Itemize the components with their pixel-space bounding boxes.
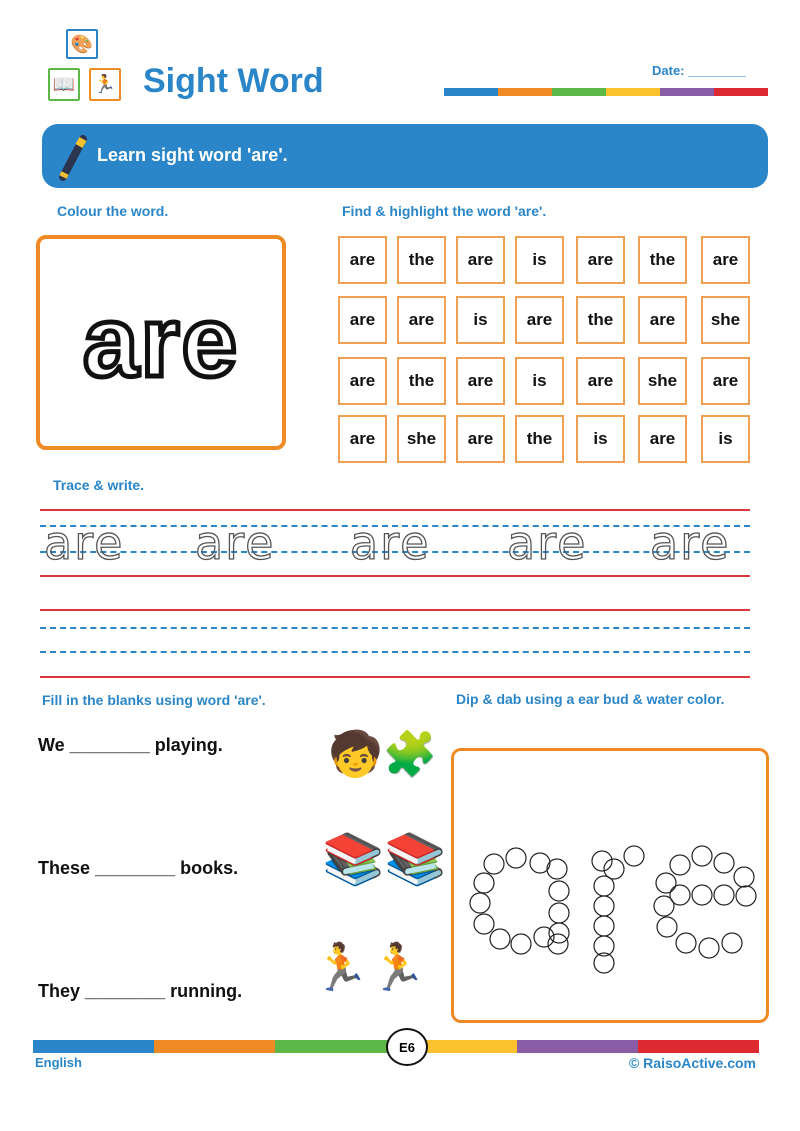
word-cell[interactable]: the (515, 415, 564, 463)
dab-box[interactable] (451, 748, 769, 1023)
word-cell[interactable]: are (338, 357, 387, 405)
sentence-1[interactable]: We ________ playing. (38, 735, 223, 755)
word-cell[interactable]: are (638, 415, 687, 463)
word-cell[interactable]: are (338, 236, 387, 284)
word-cell[interactable]: are (456, 357, 505, 405)
palette-icon: 🎨 (66, 29, 98, 59)
word-cell[interactable]: is (701, 415, 750, 463)
word-cell[interactable]: are (338, 415, 387, 463)
colour-label: Colour the word. (57, 203, 169, 219)
word-cell[interactable]: she (701, 296, 750, 344)
marker-icon (55, 135, 91, 181)
word-cell[interactable]: are (397, 296, 446, 344)
dab-label: Dip & dab using a ear bud & water color. (456, 691, 725, 707)
books-image: 📚📚 (322, 831, 447, 887)
date-field[interactable]: Date: ________ (652, 63, 746, 78)
subject-label: English (35, 1055, 82, 1070)
find-label: Find & highlight the word 'are'. (342, 203, 547, 219)
word-cell[interactable]: she (397, 415, 446, 463)
word-cell[interactable]: the (397, 236, 446, 284)
word-cell[interactable]: she (638, 357, 687, 405)
dot-r (592, 846, 644, 973)
writing-line (40, 575, 750, 577)
outline-word: are (82, 286, 240, 398)
word-cell[interactable]: the (397, 357, 446, 405)
word-cell[interactable]: are (338, 296, 387, 344)
writing-line[interactable] (40, 627, 750, 629)
sentence-3[interactable]: They ________ running. (38, 981, 243, 1001)
trace-word[interactable]: are (44, 516, 125, 570)
trace-word[interactable]: are (650, 516, 731, 570)
writing-line (40, 509, 750, 511)
fill-label: Fill in the blanks using word 'are'. (42, 692, 266, 708)
page-title: Sight Word (143, 62, 324, 100)
trace-word[interactable]: are (507, 516, 588, 570)
word-cell[interactable]: the (638, 236, 687, 284)
trace-label: Trace & write. (53, 477, 145, 493)
word-cell[interactable]: is (515, 357, 564, 405)
word-cell[interactable]: are (576, 357, 625, 405)
dot-a (470, 848, 569, 954)
word-cell[interactable]: are (456, 236, 505, 284)
trace-word[interactable]: are (195, 516, 276, 570)
word-cell[interactable]: are (638, 296, 687, 344)
colour-word-box[interactable] (36, 235, 286, 450)
word-cell[interactable]: is (576, 415, 625, 463)
word-cell[interactable]: are (576, 236, 625, 284)
word-cell[interactable]: is (515, 236, 564, 284)
copyright: © RaisoActive.com (628, 1055, 756, 1071)
word-cell[interactable]: are (456, 415, 505, 463)
sentence-2[interactable]: These ________ books. (38, 858, 239, 878)
writing-line[interactable] (40, 676, 750, 678)
word-cell[interactable]: are (515, 296, 564, 344)
reading-child-icon: 📖 (48, 68, 80, 101)
word-cell[interactable]: are (701, 357, 750, 405)
word-cell[interactable]: the (576, 296, 625, 344)
header-color-bar (444, 88, 768, 96)
page-number: E6 (386, 1028, 428, 1066)
running-child-icon: 🏃 (89, 68, 121, 101)
dot-letters (454, 751, 766, 1020)
trace-word[interactable]: are (350, 516, 431, 570)
children-running-image: 🏃🏃 (312, 941, 427, 993)
banner-text: Learn sight word 'are'. (97, 145, 288, 165)
dot-e (654, 846, 756, 958)
writing-line[interactable] (40, 651, 750, 653)
writing-line[interactable] (40, 609, 750, 611)
word-cell[interactable]: is (456, 296, 505, 344)
word-cell[interactable]: are (701, 236, 750, 284)
children-playing-image: 🧒🧩 (328, 730, 438, 779)
